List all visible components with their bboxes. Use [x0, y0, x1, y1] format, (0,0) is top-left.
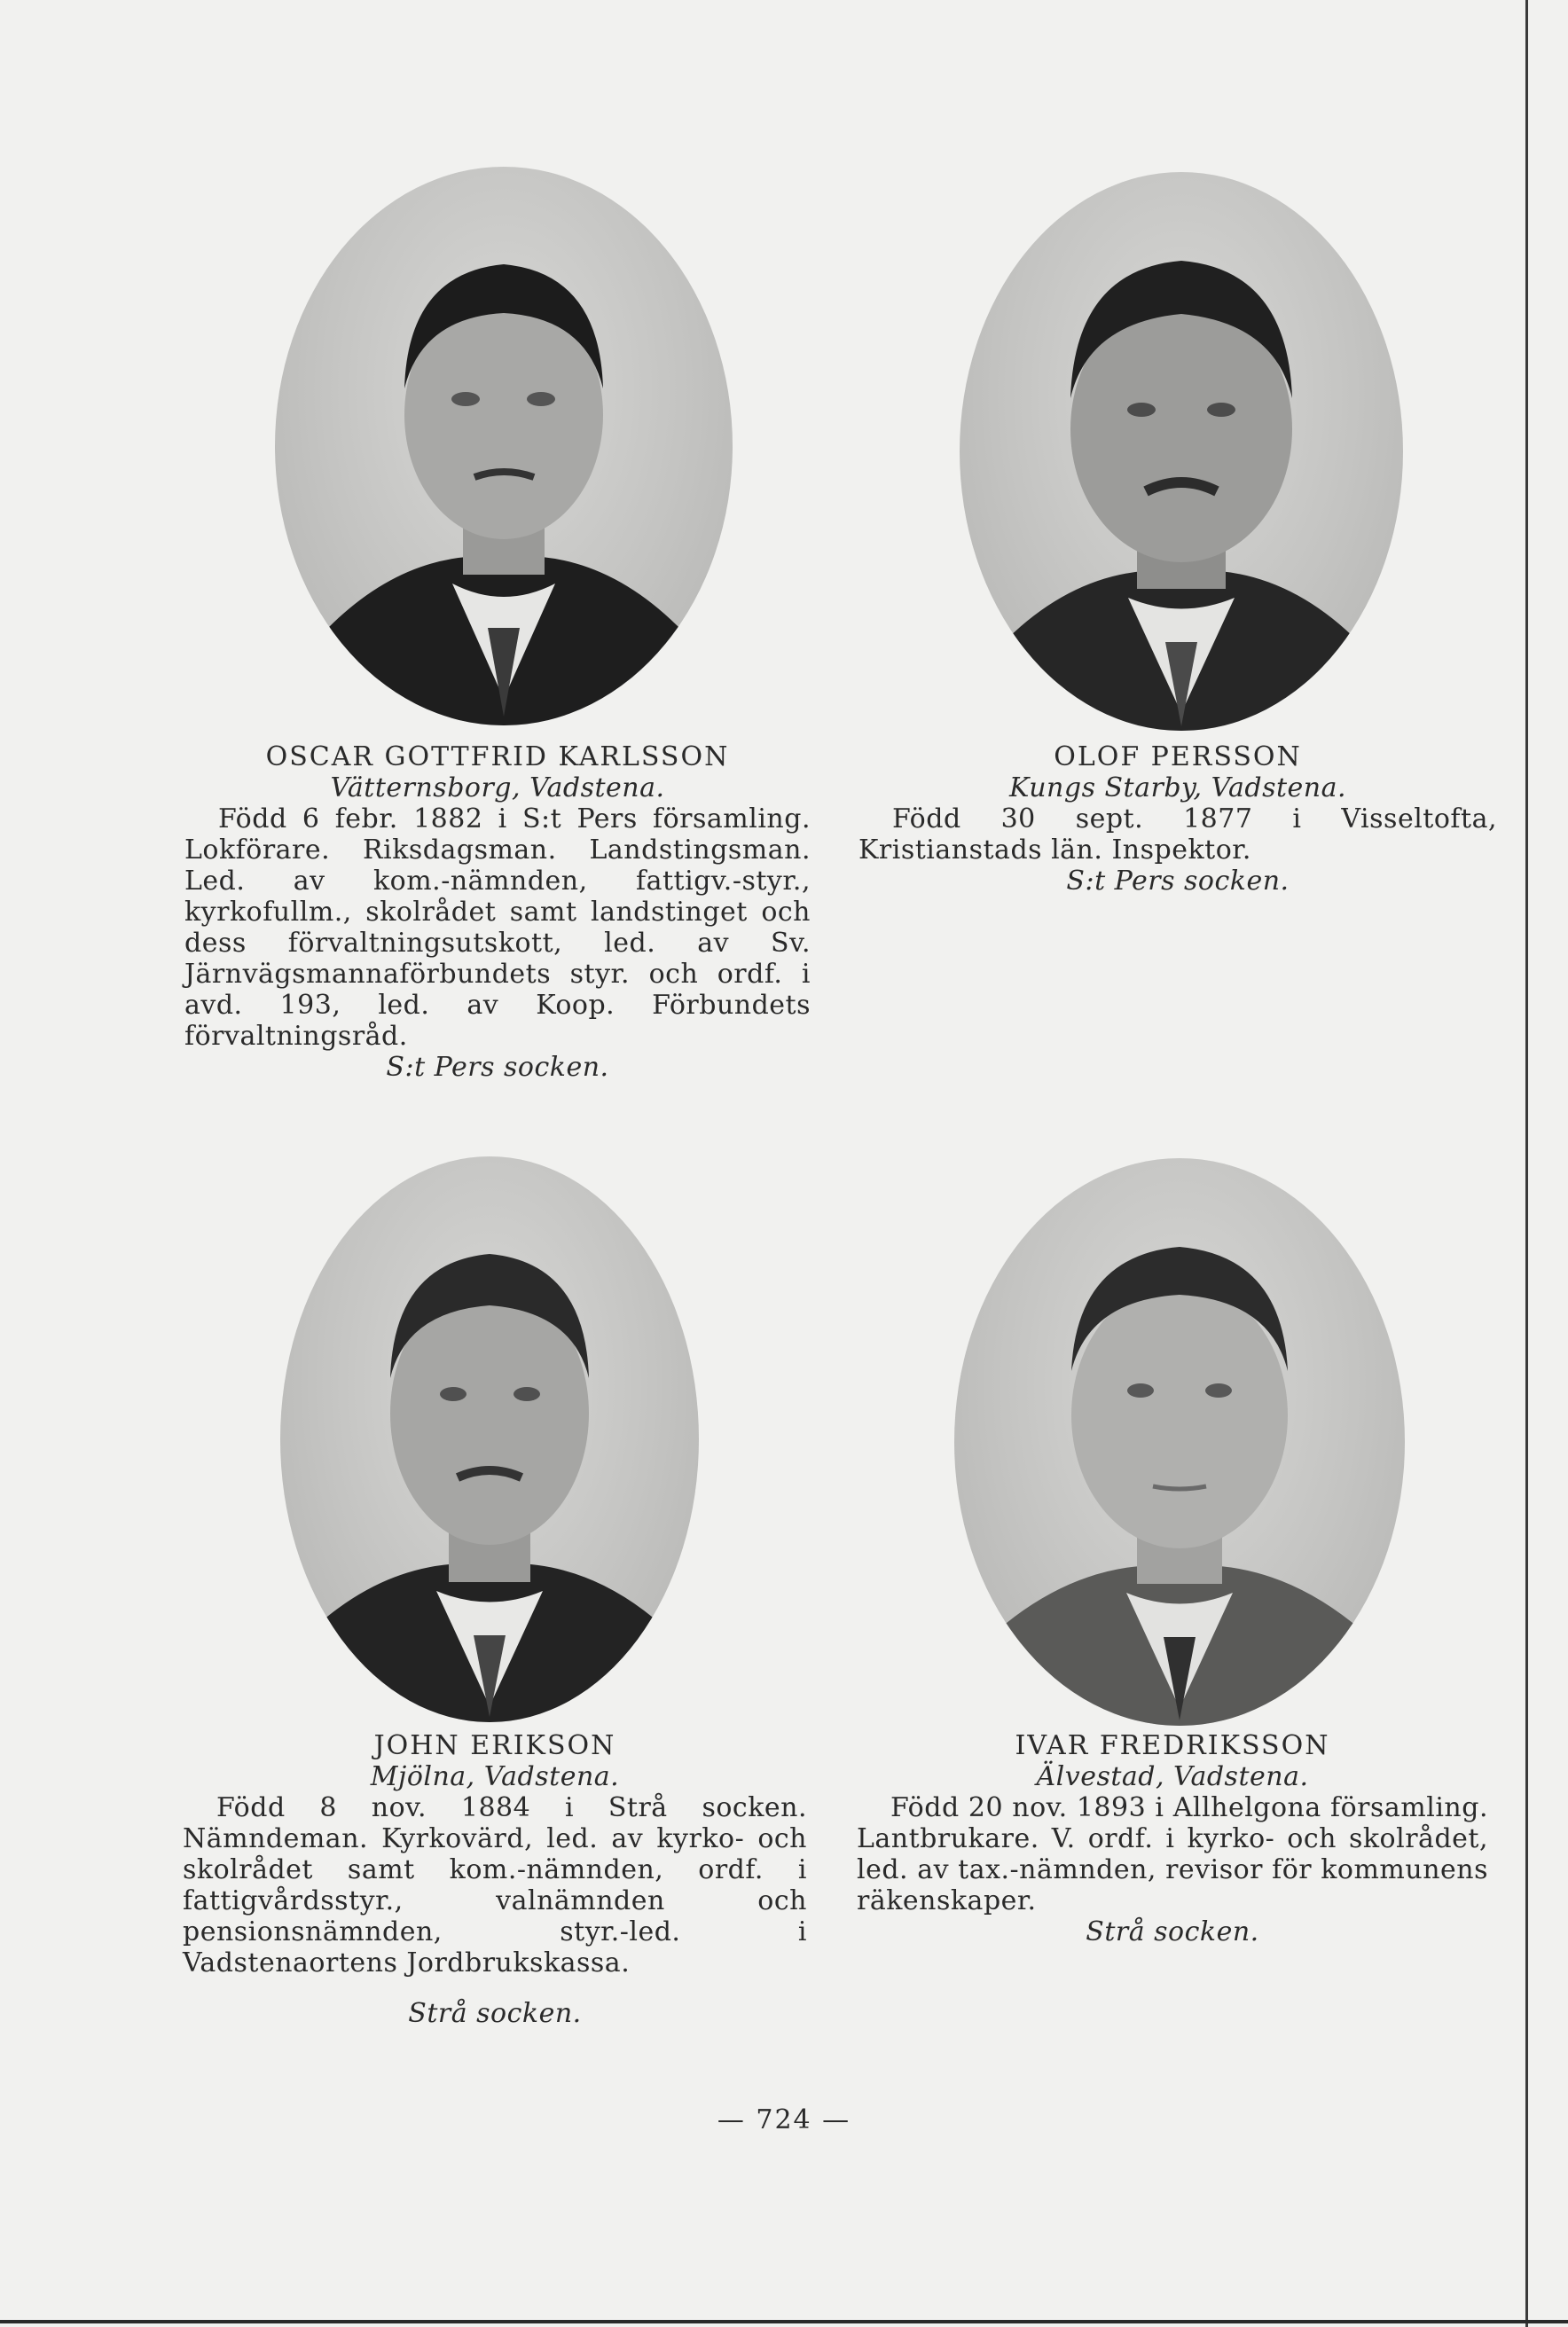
person-name: OSCAR GOTTFRID KARLSSON [265, 741, 730, 772]
portrait-photo [280, 1156, 699, 1722]
person-name: JOHN ERIKSON [373, 1730, 616, 1761]
person-place: Kungs Starby, Vadstena. [1008, 772, 1347, 803]
portrait-photo [954, 1158, 1405, 1726]
person-place: Vätternsborg, Vadstena. [330, 772, 665, 803]
person-bio: Född 30 sept. 1877 i Visseltofta, Kristianstads län. Inspektor. [858, 803, 1497, 866]
person-parish: Strå socken. [1086, 1916, 1259, 1947]
scan-bottom-edge [0, 2320, 1568, 2323]
person-parish: Strå socken. [408, 1998, 582, 2029]
portrait-photo [275, 167, 733, 725]
person-parish: S:t Pers socken. [386, 1052, 609, 1083]
person-bio: Född 8 nov. 1884 i Strå socken. Nämndeman. Kyrkovärd, led. av kyrko- och skolrådet samt kom.-nämnden, ordf. i fattigvårdsstyr., valnämnden och pensionsnämnden, styr.-led. i Vadstenaortens Jordbrukskassa. [183, 1792, 807, 1978]
person-parish: S:t Pers socken. [1066, 866, 1290, 897]
person-name: OLOF PERSSON [1054, 741, 1302, 772]
person-bio: Född 20 nov. 1893 i Allhelgona församling. Lantbrukare. V. ordf. i kyrko- och skolrådet, led. av tax.-nämnden, revisor för kommunens räkenskaper. [857, 1792, 1488, 1916]
person-place: Älvestad, Vadstena. [1036, 1761, 1309, 1792]
person-bio: Född 6 febr. 1882 i S:t Pers församling. Lokförare. Riksdagsman. Landstingsman. Led. av kom.-nämnden, fattigv.-styr., kyrkofullm., skolrådet samt landstinget och dess förvaltningsutskott, led. av Sv. Järnvägsmannaförbundets styr. och ordf. i avd. 193, led. av Koop. Förbundets förvaltningsråd. [184, 803, 811, 1052]
person-name: IVAR FREDRIKSSON [1015, 1730, 1330, 1761]
page-number: — 724 — [717, 2104, 851, 2135]
scan-edge-line [1525, 0, 1528, 2327]
portrait-photo [960, 172, 1403, 731]
person-place: Mjölna, Vadstena. [370, 1761, 620, 1792]
